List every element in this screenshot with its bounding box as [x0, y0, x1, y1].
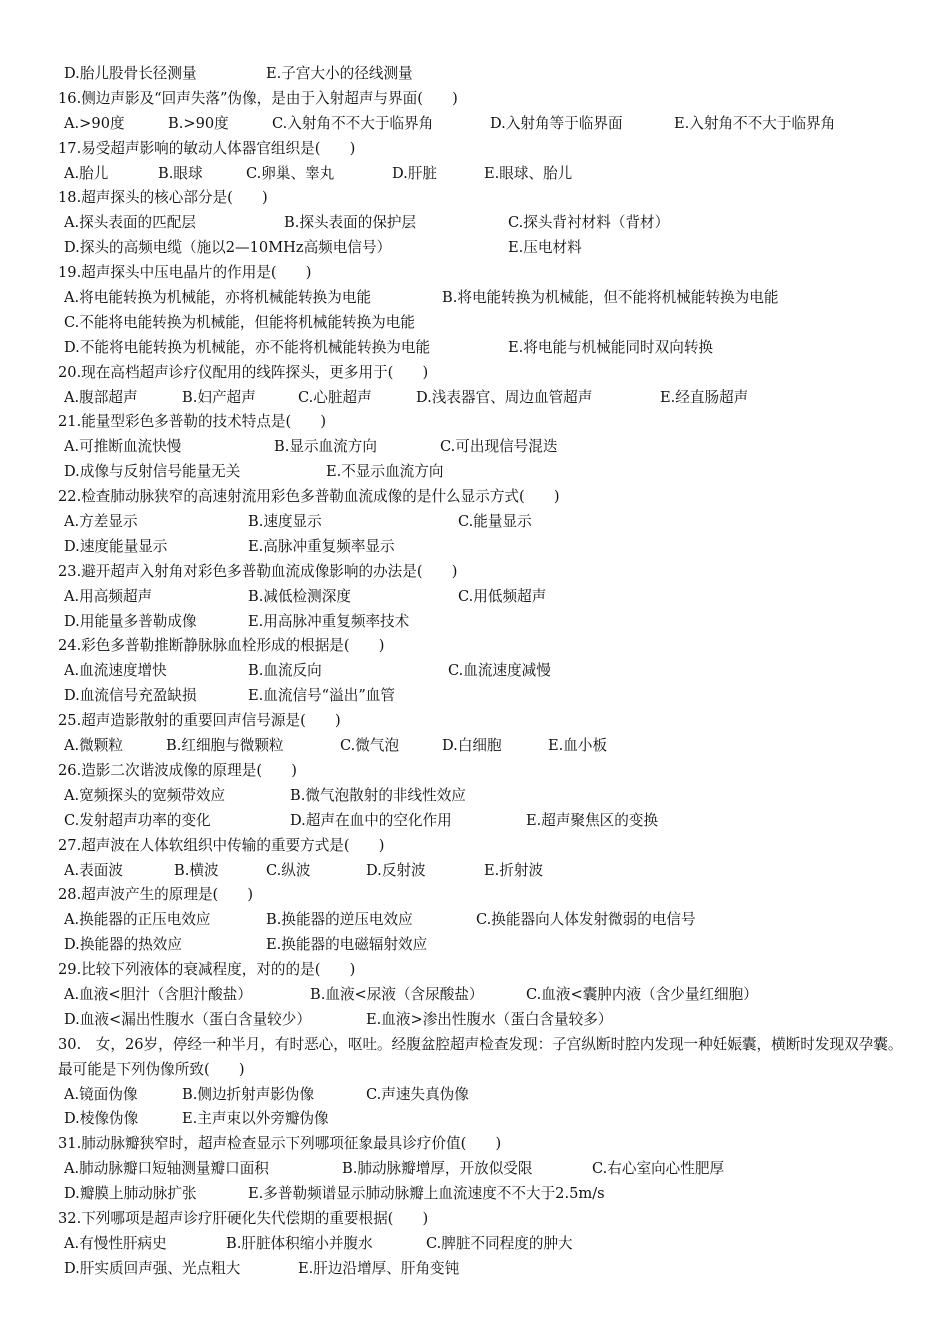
- options-row: [58, 1083, 908, 1108]
- options-row: [58, 1107, 908, 1132]
- answer-option: D.换能器的热效应: [64, 936, 182, 954]
- options-row: [58, 286, 908, 311]
- answer-option: E.换能器的电磁辐射效应: [266, 936, 428, 954]
- options-row: [58, 311, 908, 336]
- answer-option: B.探头表面的保护层: [284, 214, 417, 232]
- options-row: [58, 535, 908, 560]
- answer-option: A.>90度: [64, 114, 125, 132]
- options-row: [58, 610, 908, 635]
- answer-option: C.入射角不不大于临界角: [272, 114, 434, 132]
- answer-option: E.用高脉冲重复频率技术: [248, 612, 410, 630]
- answer-option: A.方差显示: [64, 513, 138, 531]
- options-row: [58, 659, 908, 684]
- options-row: [58, 933, 908, 958]
- answer-option: E.多普勒频谱显示肺动脉瓣上血流速度不不大于2.5m/s: [248, 1185, 605, 1203]
- answer-option: C.卵巢、睾丸: [246, 164, 335, 182]
- answer-option: D.胎儿股骨长径测量: [64, 65, 197, 82]
- answer-option: B.血液<尿液（含尿酸盐）: [310, 985, 484, 1003]
- answer-option: C.纵波: [266, 861, 311, 879]
- answer-option: B.血流反向: [248, 662, 322, 680]
- answer-option: D.白细胞: [442, 737, 502, 755]
- answer-option: E.压电材料: [508, 239, 582, 257]
- answer-option: A.宽频探头的宽频带效应: [64, 786, 226, 804]
- options-row: [58, 162, 908, 187]
- options-row: [58, 784, 908, 809]
- question-text: [58, 634, 908, 659]
- answer-option: A.血流速度增快: [64, 662, 167, 680]
- answer-option: A.将电能转换为机械能，亦将机械能转换为电能: [64, 289, 372, 307]
- answer-option: A.微颗粒: [64, 737, 123, 755]
- question-stem: 29.比较下列液体的衰减程度，对的的是( ): [58, 961, 356, 979]
- answer-option: C.右心室向心性肥厚: [592, 1160, 725, 1178]
- answer-option: D.成像与反射信号能量无关: [64, 463, 241, 481]
- question-stem: 16.侧边声影及“回声失落”伪像，是由于入射超声与界面( ): [58, 89, 458, 107]
- question-stem: 18.超声探头的核心部分是( ): [58, 189, 268, 207]
- answer-option: C.探头背衬材料（背材）: [508, 214, 670, 232]
- answer-option: A.有慢性肝病史: [64, 1234, 167, 1252]
- answer-option: C.心脏超声: [298, 388, 372, 406]
- answer-option: E.高脉冲重复频率显示: [248, 537, 395, 555]
- answer-option: D.浅表器官、周边血管超声: [416, 388, 593, 406]
- answer-option: B.显示血流方向: [274, 438, 377, 456]
- question-stem: 17.易受超声影响的敏动人体器官组织是( ): [58, 139, 356, 157]
- answer-option: A.探头表面的匹配层: [64, 214, 196, 232]
- answer-option: B.微气泡散射的非线性效应: [290, 786, 466, 804]
- options-row: [58, 112, 908, 137]
- answer-option: D.探头的高频电缆（施以2—10MHz高频电信号）: [64, 239, 392, 257]
- question-stem: 19.超声探头中压电晶片的作用是( ): [58, 264, 312, 282]
- answer-option: B.减低检测深度: [248, 587, 351, 605]
- answer-option: D.棱像伪像: [64, 1110, 139, 1128]
- question-text: [58, 186, 908, 211]
- options-row: [58, 62, 908, 87]
- answer-option: D.肝实质回声强、光点粗大: [64, 1259, 241, 1277]
- answer-option: A.换能器的正压电效应: [64, 911, 211, 929]
- question-text: [58, 883, 908, 908]
- answer-option: C.脾脏不同程度的肿大: [426, 1234, 573, 1252]
- answer-option: B.速度显示: [248, 513, 322, 531]
- options-row: [58, 460, 908, 485]
- question-stem: 22.检查肺动脉狭窄的高速射流用彩色多普勒血流成像的是什么显示方式( ): [58, 488, 560, 506]
- question-text: [58, 1132, 908, 1157]
- answer-option: E.将电能与机械能同时双向转换: [508, 338, 714, 356]
- answer-option: E.肝边沿增厚、肝角变钝: [298, 1259, 460, 1277]
- options-row: [58, 734, 908, 759]
- answer-option: C.不能将电能转换为机械能，但能将机械能转换为电能: [64, 313, 415, 331]
- answer-option: E.血小板: [548, 737, 608, 755]
- answer-option: C.声速失真伪像: [366, 1085, 469, 1103]
- options-row: [58, 1182, 908, 1207]
- answer-option: A.腹部超声: [64, 388, 138, 406]
- answer-option: A.胎儿: [64, 164, 109, 182]
- question-text: [58, 361, 908, 386]
- answer-option: E.血液>渗出性腹水（蛋白含量较多）: [366, 1010, 613, 1028]
- answer-option: C.血流速度减慢: [448, 662, 551, 680]
- question-text: [58, 87, 908, 112]
- answer-option: C.可出现信号混迭: [440, 438, 558, 456]
- question-stem: 25.超声造影散射的重要回声信号源是( ): [58, 712, 341, 730]
- question-text: [58, 958, 908, 983]
- answer-option: B.换能器的逆压电效应: [266, 911, 413, 929]
- question-stem: 23.避开超声入射角对彩色多普勒血流成像影响的办法是( ): [58, 562, 458, 580]
- answer-option: E.超声聚焦区的变换: [526, 811, 659, 829]
- answer-option: E.入射角不不大于临界角: [674, 114, 836, 132]
- question-text: [58, 1207, 908, 1232]
- question-text: [58, 410, 908, 435]
- options-row: [58, 1008, 908, 1033]
- answer-option: B.红细胞与微颗粒: [166, 737, 284, 755]
- answer-option: E.折射波: [484, 861, 544, 879]
- question-text: [58, 560, 908, 585]
- question-stem: 31.肺动脉瓣狭窄时，超声检查显示下列哪项征象最具诊疗价值( ): [58, 1135, 502, 1153]
- question-stem: 21.能量型彩色多普勒的技术特点是( ): [58, 413, 327, 431]
- question-stem: 32.下列哪项是超声诊疗肝硬化失代偿期的重要根据( ): [58, 1210, 429, 1227]
- answer-option: B.横波: [174, 861, 219, 879]
- answer-option: E.血流信号“溢出”血管: [248, 687, 395, 705]
- answer-option: D.速度能量显示: [64, 537, 168, 555]
- answer-option: C.微气泡: [340, 737, 400, 755]
- answer-option: A.可推断血流快慢: [64, 438, 182, 456]
- question-text: [58, 709, 908, 734]
- question-text: [58, 137, 908, 162]
- options-row: [58, 908, 908, 933]
- question-stem: 28.超声波产生的原理是( ): [58, 886, 254, 904]
- options-row: [58, 585, 908, 610]
- answer-option: B.侧边折射声影伪像: [182, 1085, 315, 1103]
- answer-option: D.用能量多普勒成像: [64, 612, 197, 630]
- answer-option: B.妇产超声: [182, 388, 256, 406]
- options-row: [58, 435, 908, 460]
- options-row: [58, 1157, 908, 1182]
- options-row: [58, 1257, 908, 1282]
- options-row: [58, 211, 908, 236]
- question-text: 30. 女，26岁，停经一种半月，有时恶心，呕吐。经腹盆腔超声检查发现：子宫纵断时腔内发现一种妊娠囊，横断时发现双孕囊。最可能是下列伪像所致( ): [58, 1035, 903, 1078]
- answer-option: C.用低频超声: [458, 587, 547, 605]
- question-stem: 27.超声波在人体软组织中传输的重要方式是( ): [58, 836, 385, 854]
- answer-option: A.肺动脉瓣口短轴测量瓣口面积: [64, 1160, 269, 1178]
- exam-page: [58, 62, 908, 1282]
- answer-option: B.眼球: [158, 164, 203, 182]
- answer-option: E.不显示血流方向: [326, 463, 444, 481]
- options-row: [58, 1232, 908, 1257]
- answer-option: D.反射波: [366, 861, 426, 879]
- answer-option: B.肺动脉瓣增厚，开放似受限: [342, 1160, 533, 1178]
- question-stem: 24.彩色多普勒推断静脉脉血栓形成的根据是( ): [58, 637, 385, 655]
- answer-option: B.将电能转换为机械能，但不能将机械能转换为电能: [442, 289, 779, 307]
- question-text: [58, 261, 908, 286]
- question-stem: 20.现在高档超声诊疗仪配用的线阵探头，更多用于( ): [58, 363, 429, 381]
- options-row: [58, 386, 908, 411]
- answer-option: C.血液<囊肿内液（含少量红细胞）: [526, 985, 758, 1003]
- options-row: [58, 983, 908, 1008]
- answer-option: A.血液<胆汁（含胆汁酸盐）: [64, 985, 252, 1003]
- question-text: [58, 834, 908, 859]
- answer-option: D.不能将电能转换为机械能，亦不能将机械能转换为电能: [64, 338, 431, 356]
- options-row: [58, 684, 908, 709]
- answer-option: D.肝脏: [392, 164, 438, 182]
- answer-option: D.超声在血中的空化作用: [290, 811, 452, 829]
- answer-option: A.镜面伪像: [64, 1085, 138, 1103]
- answer-option: B.肝脏体积缩小并腹水: [226, 1234, 373, 1252]
- options-row: [58, 336, 908, 361]
- answer-option: C.能量显示: [458, 513, 532, 531]
- options-row: [58, 510, 908, 535]
- answer-option: D.血液<漏出性腹水（蛋白含量较少）: [64, 1010, 311, 1028]
- answer-option: A.用高频超声: [64, 587, 153, 605]
- question-text: [58, 485, 908, 510]
- answer-option: E.眼球、胎儿: [484, 164, 573, 182]
- answer-option: D.入射角等于临界面: [490, 114, 623, 132]
- answer-option: A.表面波: [64, 861, 123, 879]
- options-row: [58, 859, 908, 884]
- answer-option: D.瓣膜上肺动脉扩张: [64, 1185, 197, 1203]
- answer-option: E.经直肠超声: [660, 388, 749, 406]
- answer-option: D.血流信号充盈缺损: [64, 687, 197, 705]
- options-row: [58, 236, 908, 261]
- answer-option: E.主声束以外旁瓣伪像: [182, 1110, 329, 1128]
- answer-option: C.换能器向人体发射微弱的电信号: [476, 911, 696, 929]
- answer-option: B.>90度: [168, 114, 229, 132]
- question-stem: 26.造影二次谐波成像的原理是( ): [58, 761, 297, 779]
- question-text: [58, 759, 908, 784]
- answer-option: C.发射超声功率的变化: [64, 811, 211, 829]
- options-row: [58, 809, 908, 834]
- answer-option: E.子宫大小的径线测量: [266, 65, 413, 82]
